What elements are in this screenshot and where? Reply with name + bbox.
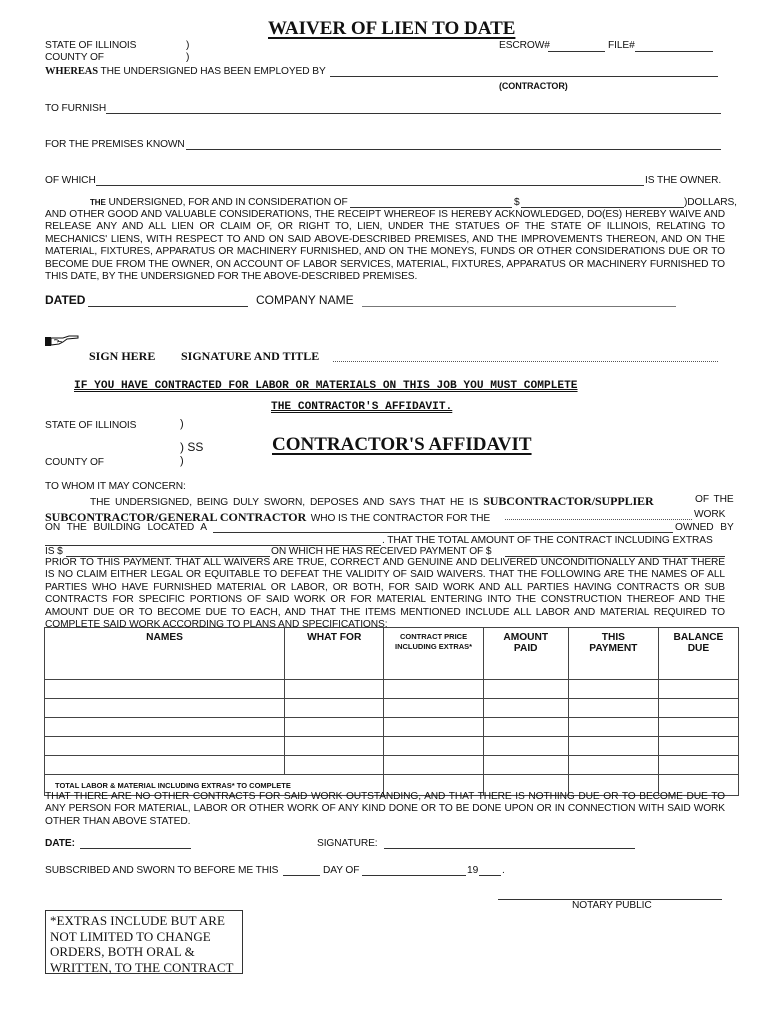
is-owner-label: IS THE OWNER. xyxy=(645,175,722,186)
dated-field[interactable] xyxy=(88,306,248,307)
cell-this-payment[interactable] xyxy=(568,737,658,756)
day-field[interactable] xyxy=(283,875,320,876)
building-location-field[interactable] xyxy=(213,532,673,533)
whereas-bold: WHEREAS xyxy=(45,66,98,77)
signature-label: SIGNATURE: xyxy=(317,838,378,849)
cell-what-for[interactable] xyxy=(285,737,384,756)
table-row xyxy=(45,718,739,737)
cell-name[interactable] xyxy=(45,737,285,756)
date-field[interactable] xyxy=(80,848,191,849)
cell-balance-due[interactable] xyxy=(658,718,738,737)
cell-this-payment[interactable] xyxy=(568,756,658,775)
county-paren: ) xyxy=(186,52,190,63)
cell-what-for[interactable] xyxy=(285,718,384,737)
file-label: FILE# xyxy=(608,40,635,51)
header-this-payment: THIS PAYMENT xyxy=(568,628,658,680)
ss-label: ) SS xyxy=(180,440,204,454)
building-label: ON THE BUILDING LOCATED A xyxy=(45,522,208,533)
affidavit-title: CONTRACTOR'S AFFIDAVIT xyxy=(272,434,532,455)
cell-contract-price[interactable] xyxy=(384,756,483,775)
of-the-label: OF THE xyxy=(695,494,734,505)
waiver-title: WAIVER OF LIEN TO DATE xyxy=(268,18,516,39)
total-label: TOTAL LABOR & MATERIAL INCLUDING EXTRAS* TO COMPLETE xyxy=(45,775,384,796)
employer-field[interactable] xyxy=(330,76,718,77)
table-header-row xyxy=(45,628,739,680)
header-contract-price: CONTRACT PRICE INCLUDING EXTRAS* xyxy=(384,628,483,680)
sign-here-label: SIGN HERE xyxy=(89,349,156,363)
header-balance-due: BALANCE DUE xyxy=(658,628,738,680)
whereas-text: THE UNDERSIGNED HAS BEEN EMPLOYED BY xyxy=(100,66,326,77)
cell-balance-due[interactable] xyxy=(658,699,738,718)
year-period: . xyxy=(502,865,505,876)
notice-line-2: THE CONTRACTOR'S AFFIDAVIT. xyxy=(271,401,453,413)
cell-amount-paid[interactable] xyxy=(483,756,568,775)
year-prefix: 19 xyxy=(467,865,479,876)
cell-what-for[interactable] xyxy=(285,680,384,699)
company-name-field[interactable] xyxy=(362,306,676,307)
affidavit-state-label: STATE OF ILLINOIS xyxy=(45,420,137,431)
dollar-amount-field[interactable] xyxy=(521,207,684,208)
header-names: NAMES xyxy=(45,628,285,680)
county-label: COUNTY OF xyxy=(45,52,104,63)
signature-title-field[interactable] xyxy=(333,361,718,362)
subscribed-text: SUBSCRIBED AND SWORN TO BEFORE ME THIS xyxy=(45,865,279,876)
file-field[interactable] xyxy=(635,51,713,52)
work-type-field[interactable] xyxy=(505,519,692,520)
to-whom-label: TO WHOM IT MAY CONCERN: xyxy=(45,481,186,492)
cell-amount-paid[interactable] xyxy=(483,718,568,737)
consideration-line: THE UNDERSIGNED, FOR AND IN CONSIDERATION OF xyxy=(90,197,348,208)
consideration-field[interactable] xyxy=(350,207,512,208)
cell-contract-price[interactable] xyxy=(384,680,483,699)
year-field[interactable] xyxy=(479,875,501,876)
notary-label: NOTARY PUBLIC xyxy=(572,900,652,911)
cell-amount-paid[interactable] xyxy=(483,737,568,756)
sub-general-line: SUBCONTRACTOR/GENERAL CONTRACTOR WHO IS THE CONTRACTOR FOR THE xyxy=(45,510,491,524)
dated-label: DATED xyxy=(45,293,86,307)
cell-amount-paid[interactable] xyxy=(483,680,568,699)
header-amount-paid: AMOUNT PAID xyxy=(483,628,568,680)
whereas-line xyxy=(45,66,326,77)
cell-what-for[interactable] xyxy=(285,756,384,775)
header-what-for: WHAT FOR xyxy=(285,628,384,680)
state-paren: ) xyxy=(186,40,190,51)
cell-this-payment[interactable] xyxy=(568,680,658,699)
premises-field[interactable] xyxy=(186,149,721,150)
to-furnish-label: TO FURNISH xyxy=(45,103,107,114)
premises-label: FOR THE PREMISES KNOWN xyxy=(45,139,185,150)
escrow-field[interactable] xyxy=(548,51,605,52)
table-row xyxy=(45,680,739,699)
affidavit-county-label: COUNTY OF xyxy=(45,457,104,468)
cell-name[interactable] xyxy=(45,718,285,737)
table-row xyxy=(45,699,739,718)
work-label: WORK xyxy=(694,509,726,520)
to-furnish-field[interactable] xyxy=(106,113,721,114)
notice-line-1: IF YOU HAVE CONTRACTED FOR LABOR OR MATERIALS ON THIS JOB YOU MUST COMPLETE xyxy=(74,380,578,392)
month-field[interactable] xyxy=(362,875,466,876)
extras-note-box: *EXTRAS INCLUDE BUT ARE NOT LIMITED TO CHANGE ORDERS, BOTH ORAL & WRITTEN, TO THE CONTRACT xyxy=(45,910,243,974)
affidavit-body: PRIOR TO THIS PAYMENT. THAT ALL WAIVERS ARE TRUE, CORRECT AND GENUINE AND DELIVERED UNCONDITIONALLY AND THAT THERE IS NO CLAIM EITHER LEGAL OR EQUITABLE TO DEFEAT THE VALIDITY OF SAID WAIVERS. THAT THE FOLLOWING ARE THE NAMES OF ALL PARTIES WHO HAVE FURNISHED MATERIAL OR LABOR, OR BOTH, FOR SAID WORK AND ALL PARTIES HAVING CONTRACTS OR SUB CONTRACTS FOR SPECIFIC PORTIONS OF SAID WORK OR FOR MATERIAL ENTERING INTO THE CONSTRUCTION THEREOF AND THE AMOUNT DUE OR TO BECOME DUE TO EACH, AND THAT THE ITEMS MENTIONED INCLUDE ALL LABOR AND MATERIAL REQUIRED TO COMPLETE SAID WORK ACCORDING TO PLANS AND SPECIFICATIONS: xyxy=(45,557,725,631)
is-dollar-label: IS $ xyxy=(45,546,63,557)
received-text: ON WHICH HE HAS RECEIVED PAYMENT OF $ xyxy=(271,546,492,557)
owner-field[interactable] xyxy=(96,185,644,186)
cell-this-payment[interactable] xyxy=(568,718,658,737)
date-label: DATE: xyxy=(45,838,75,849)
cell-name[interactable] xyxy=(45,680,285,699)
signature-field[interactable] xyxy=(384,848,635,849)
contractor-caption: (CONTRACTOR) xyxy=(499,81,568,91)
cell-balance-due[interactable] xyxy=(658,737,738,756)
cell-this-payment[interactable] xyxy=(568,699,658,718)
signature-title-label: SIGNATURE AND TITLE xyxy=(181,349,320,363)
day-of-label: DAY OF xyxy=(323,865,360,876)
table-row xyxy=(45,756,739,775)
escrow-label: ESCROW# xyxy=(499,40,550,51)
cell-balance-due[interactable] xyxy=(658,680,738,699)
cell-balance-due[interactable] xyxy=(658,756,738,775)
cell-amount-paid[interactable] xyxy=(483,699,568,718)
table-row xyxy=(45,737,739,756)
pointing-hand-icon xyxy=(45,334,79,346)
state-label: STATE OF ILLINOIS xyxy=(45,40,137,51)
dollar-sign: $ xyxy=(514,197,520,208)
cell-contract-price[interactable] xyxy=(384,699,483,718)
dollars-label: )DOLLARS, xyxy=(684,197,737,208)
cell-what-for[interactable] xyxy=(285,699,384,718)
waiver-body: AND OTHER GOOD AND VALUABLE CONSIDERATIONS, THE RECEIPT WHEREOF IS HEREBY ACKNOWLEDGED, DO(ES) HEREBY WAIVE AND RELEASE ANY AND ALL LIEN OR CLAIM OF, OR RIGHT TO, LIEN, UNDER THE STATUES OF THE STATE OF ILLINOIS, RELATING TO MECHANICS' LIENS, WITH RESPECT TO AND ON SAID ABOVE-DESCRIBED PREMISES, AND THE IMPROVEMENTS THEREON, AND ON THE MATERIAL, FIXTURES, APPARATUS OR MACHINERY FURNISHED, AND ON THE MONEYS, FUNDS OR OTHER CONSIDERATIONS DUE OR TO BECOME DUE FROM THE OWNER, ON ACCOUNT OF LABOR SERVICES, MATERIAL, FIXTURES, APPARATUS OR MACHINERY FURNISHED TO THIS DATE, BY THE UNDERSIGNED FOR THE ABOVE-DESCRIBED PREMISES. xyxy=(45,209,725,283)
cell-name[interactable] xyxy=(45,699,285,718)
parties-table xyxy=(44,627,739,796)
sworn-line: THE UNDERSIGNED, BEING DULY SWORN, DEPOSES AND SAYS THAT HE IS SUBCONTRACTOR/SUPPLIER xyxy=(90,494,654,508)
affidavit-county-paren: ) xyxy=(180,455,184,467)
company-name-label: COMPANY NAME xyxy=(256,293,354,307)
cell-contract-price[interactable] xyxy=(384,718,483,737)
total-amount-text: . THAT THE TOTAL AMOUNT OF THE CONTRACT INCLUDING EXTRAS xyxy=(382,535,713,546)
closing-text: THAT THERE ARE NO OTHER CONTRACTS FOR SAID WORK OUTSTANDING, AND THAT THERE IS NOTHING DUE OR TO BECOME DUE TO ANY PERSON FOR MATERIAL, LABOR OR OTHER WORK OF ANY KIND DONE OR TO BE DONE UPON OR IN CONNECTION WITH SAID WORK OTHER THAN ABOVE STATED. xyxy=(45,791,725,827)
affidavit-state-paren: ) xyxy=(180,418,184,430)
owned-by-label: OWNED BY xyxy=(675,522,734,533)
of-which-label: OF WHICH xyxy=(45,175,96,186)
cell-contract-price[interactable] xyxy=(384,737,483,756)
cell-name[interactable] xyxy=(45,756,285,775)
